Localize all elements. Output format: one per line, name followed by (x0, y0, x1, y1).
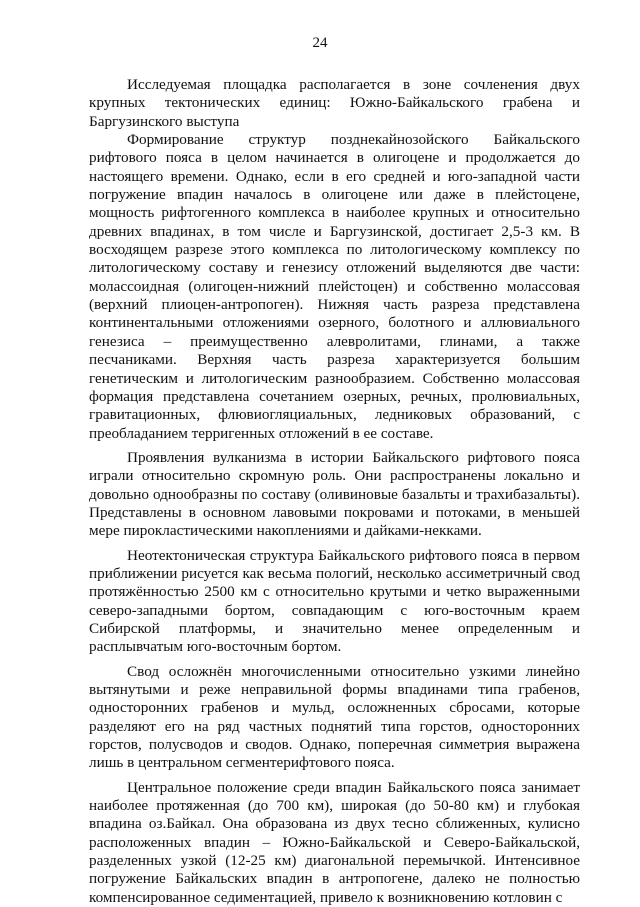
paragraph-1: Исследуемая площадка располагается в зоне сочленения двух крупных тектонических единиц: Южно-Байкальского грабена и Баргузинского выступа (89, 76, 580, 130)
paragraph-4: Неотектоническая структура Байкальского рифтового пояса в первом приближении рисуется как весьма пологий, несколько ассиметричный свод протяжённостью 2500 км с относительно крутыми и четко выраженными северо-западными бортом, совпадающим с юго-восточным краем Сибирской платформы, и значительно менее определенным и расплывчатым юго-восточным бортом. (89, 546, 580, 656)
page-number: 24 (312, 35, 328, 51)
paragraph-6: Центральное положение среди впадин Байкальского пояса занимает наиболее протяженная (до 700 км), широкая (до 50-80 км) и глубокая впадина оз.Байкал. Она образована из двух тесно сближенных, кулисно расположенных впадин – Южно-Байкальской и Северо-Байкальской, разделенных узкой (12-25 км) диагональной перемычкой. Интенсивное погружение Байкальских впадин в антропогене, далеко не полностью компенсированное седиментацией, привело к возникновению котловин с (89, 778, 580, 906)
paragraph-5: Свод осложнён многочисленными относительно узкими линейно вытянутыми и реже неправильной формы впадинами типа грабенов, односторонних грабенов и мульд, осложненных сбросами, которые разделяют его на ряд частных поднятий типа горстов, односторонних горстов, полусводов и сводов. Однако, поперечная симметрия выражена лишь в центральном сегментерифтового пояса. (89, 662, 580, 772)
paragraph-2: Формирование структур позднекайнозойского Байкальского рифтового пояса в целом начинается в олигоцене и продолжается до настоящего времени. Однако, если в его средней и юго-западной части погружение впадин началось в олигоцене или даже в плейстоцене, мощность рифтогенного комплекса в наиболее крупных и относительно древних впадинах, в том числе и Баргузинской, достигает 2,5-3 км. В восходящем разрезе этого комплекса по литологическому комплексу по литологическому составу и генезису отложений выделяются две части: молассоидная (олигоцен-нижний плейстоцен) и собственно молассовая (верхний плиоцен-антропоген). Нижняя часть разреза представлена континентальными отложениями озерного, болотного и аллювиального генезиса – преимущественно алевролитами, глинами, а также песчаниками. Верхняя часть разреза характеризуется большим генетическим и литологическим разнообразием. Собственно молассовая формация представлена сочетанием озерных, речных, пролювиальных, гравитационных, флювиогляциальных, ледниковых образований, с преобладанием терригенных отложений в ее составе. (89, 131, 580, 442)
paragraph-3: Проявления вулканизма в истории Байкальского рифтового пояса играли относительно скромную роль. Они распространены локально и довольно однообразны по составу (оливиновые базальты и трахибазальты). Представлены в основном лавовыми покровами и потоками, в меньшей мере пирокластическими накоплениями и дайками-некками. (89, 448, 580, 540)
body-text (89, 76, 580, 907)
